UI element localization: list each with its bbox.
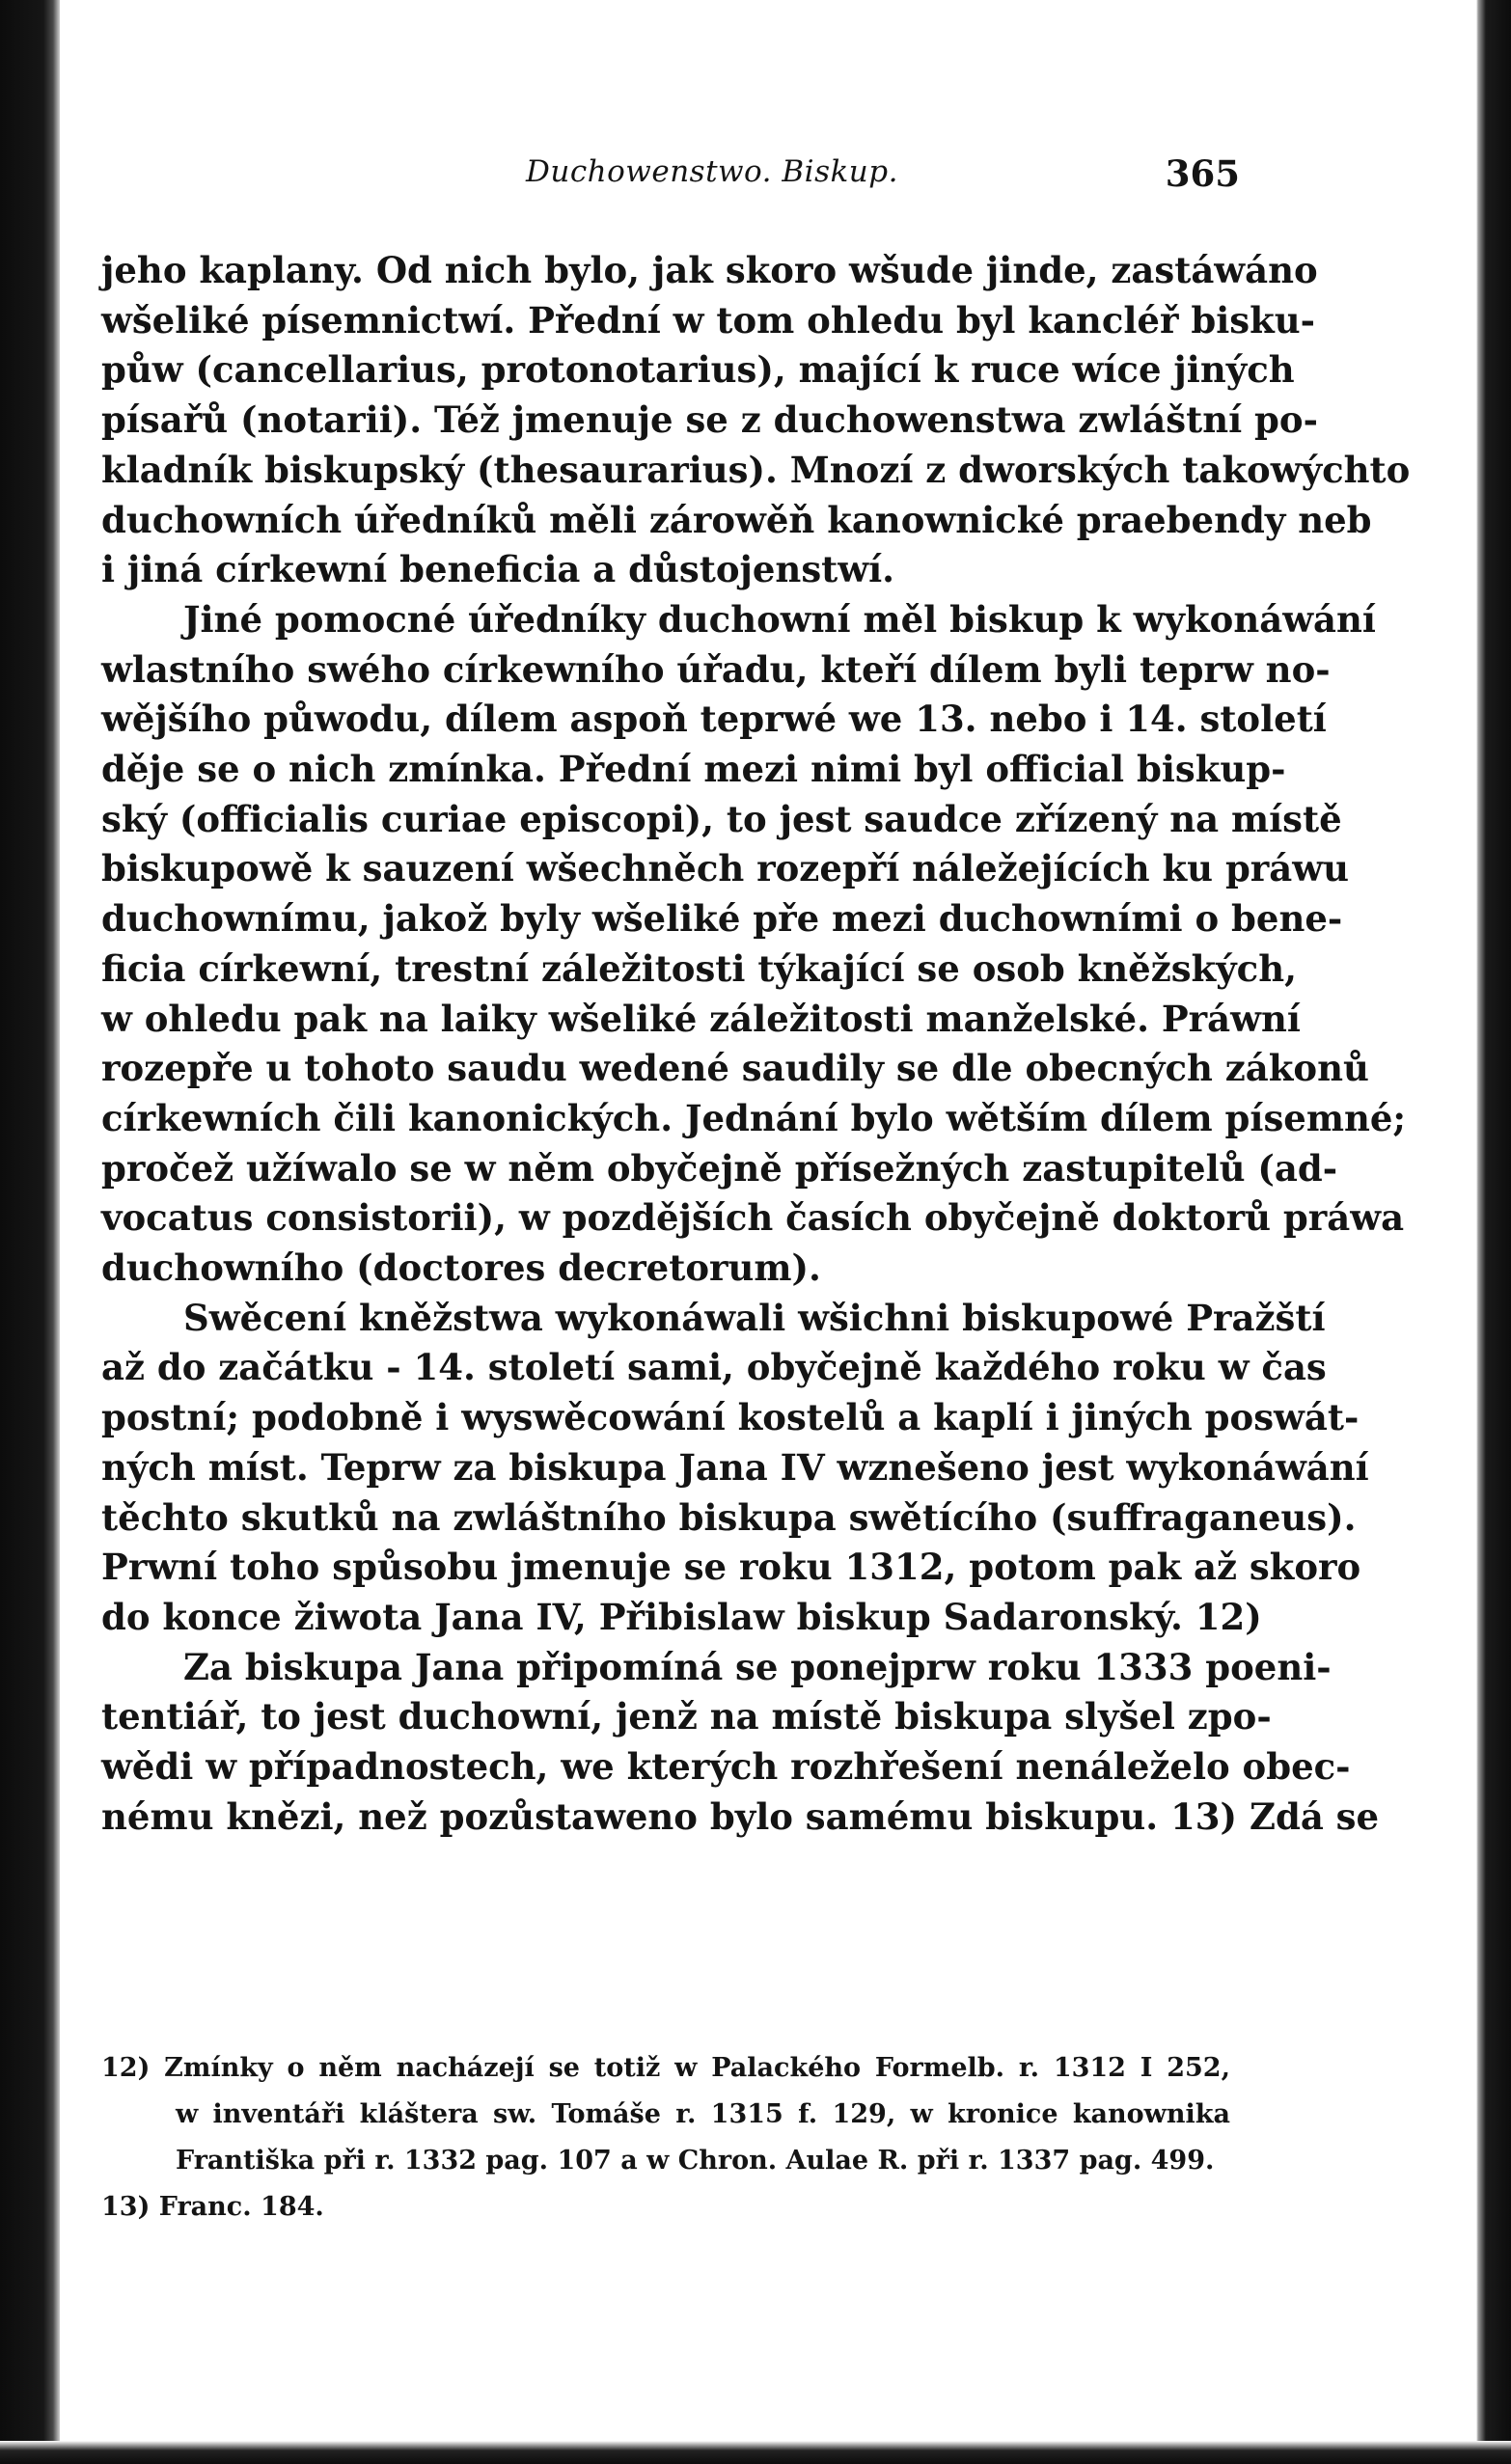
text-line: Za biskupa Jana připomíná se ponejprw roku 1333 poeni-	[183, 1645, 1332, 1688]
text-line: Jiné pomocné úředníky duchowní měl biskup k wykonáwání	[183, 597, 1376, 641]
text-line: církewních čili kanonických. Jednání bylo wětším dílem písemné;	[101, 1096, 1407, 1139]
page-header	[96, 145, 1240, 222]
footnote-12: 12) Zmínky o něm nacházejí se totiž w Palackého Formelb. r. 1312 I 252,	[101, 2053, 1230, 2083]
text-line: Prwní toho spůsobu jmenuje se roku 1312, potom pak až skoro	[101, 1546, 1361, 1589]
text-line: nému knězi, než pozůstaweno bylo samému biskupu. 13) Zdá se	[101, 1794, 1380, 1838]
scan-border-bottom	[0, 2441, 1511, 2464]
main-text	[101, 246, 1411, 1843]
footnote-line: w inventáři kláštera sw. Tomáše r. 1315 f. 129, w kronice kanownika	[176, 2099, 1230, 2129]
footnote-13: 13) Franc. 184.	[101, 2192, 324, 2222]
text-line: ficia církewní, trestní záležitosti týkající se osob kněžských,	[101, 946, 1297, 990]
text-line: w ohledu pak na laiky wšeliké záležitosti manželské. Práwní	[101, 997, 1301, 1040]
text-line: půw (cancellarius, protonotarius), mající k ruce wíce jiných	[101, 348, 1295, 392]
text-line: jeho kaplany. Od nich bylo, jak skoro wšude jinde, zastáwáno	[101, 249, 1318, 291]
text-line: duchownímu, jakož byly wšeliké pře mezi duchowními o bene-	[101, 897, 1343, 941]
page-number: 365	[1165, 152, 1240, 195]
text-line: vocatus consistorii), w pozdějších časích obyčejně doktorů práwa	[101, 1196, 1405, 1240]
text-line: písařů (notarii). Též jmenuje se z duchowenstwa zwláštní po-	[101, 398, 1318, 442]
text-line: rozepře u tohoto saudu wedené saudily se dle obecných zákonů	[101, 1047, 1369, 1090]
text-line: děje se o nich zmínka. Přední mezi nimi byl official biskup-	[101, 748, 1286, 791]
text-line: i jiná církewní beneficia a důstojenstwí.	[101, 548, 895, 591]
text-line: duchowního (doctores decretorum).	[101, 1246, 821, 1290]
text-line: těchto skutků na zwláštního biskupa swětícího (suffraganeus).	[101, 1495, 1357, 1539]
text-line: postní; podobně i wyswěcowání kostelů a kaplí i jiných poswát-	[101, 1396, 1360, 1439]
scan-border-right	[1476, 0, 1511, 2464]
text-line: kladník biskupský (thesaurarius). Mnozí z dworských takowýchto	[101, 448, 1411, 491]
footnotes	[101, 2045, 1230, 2231]
text-line: wědi w případnostech, we kterých rozhřešení nenáleželo obec-	[101, 1745, 1351, 1789]
text-line: ných míst. Teprw za biskupa Jana IV wznešeno jest wykonáwání	[101, 1445, 1369, 1489]
text-line: do konce žiwota Jana IV, Přibislaw biskup Sadaronský. 12)	[101, 1595, 1262, 1638]
scan-border-left	[0, 0, 60, 2464]
text-line: tentiář, to jest duchowní, jenž na místě biskupa slyšel zpo-	[101, 1695, 1272, 1738]
running-title: Duchowenstwo. Biskup.	[526, 154, 898, 189]
footnote-line: Františka při r. 1332 pag. 107 a w Chron. Aulae R. při r. 1337 pag. 499.	[176, 2146, 1215, 2176]
text-line: wšeliké písemnictwí. Přední w tom ohledu byl kancléř bisku-	[101, 298, 1315, 342]
text-line: až do začátku - 14. století sami, obyčejně každého roku w čas	[101, 1346, 1327, 1389]
text-line: biskupowě k sauzení wšechněch rozepří náležejících ku práwu	[101, 847, 1350, 890]
text-line: pročež užíwalo se w něm obyčejně přísežných zastupitelů (ad-	[101, 1146, 1338, 1190]
text-line: duchowních úředníků měli zárowěň kanownické praebendy neb	[101, 498, 1372, 541]
text-line: ský (officialis curiae episcopi), to jest saudce zřízený na místě	[101, 797, 1342, 840]
text-line: wlastního swého církewního úřadu, kteří dílem byli teprw no-	[101, 647, 1331, 691]
text-line: wějšího půwodu, dílem aspoň teprwé we 13. nebo i 14. století	[101, 698, 1327, 741]
text-line: Swěcení kněžstwa wykonáwali wšichni biskupowé Pražští	[183, 1296, 1326, 1339]
book-page	[96, 145, 1411, 2441]
